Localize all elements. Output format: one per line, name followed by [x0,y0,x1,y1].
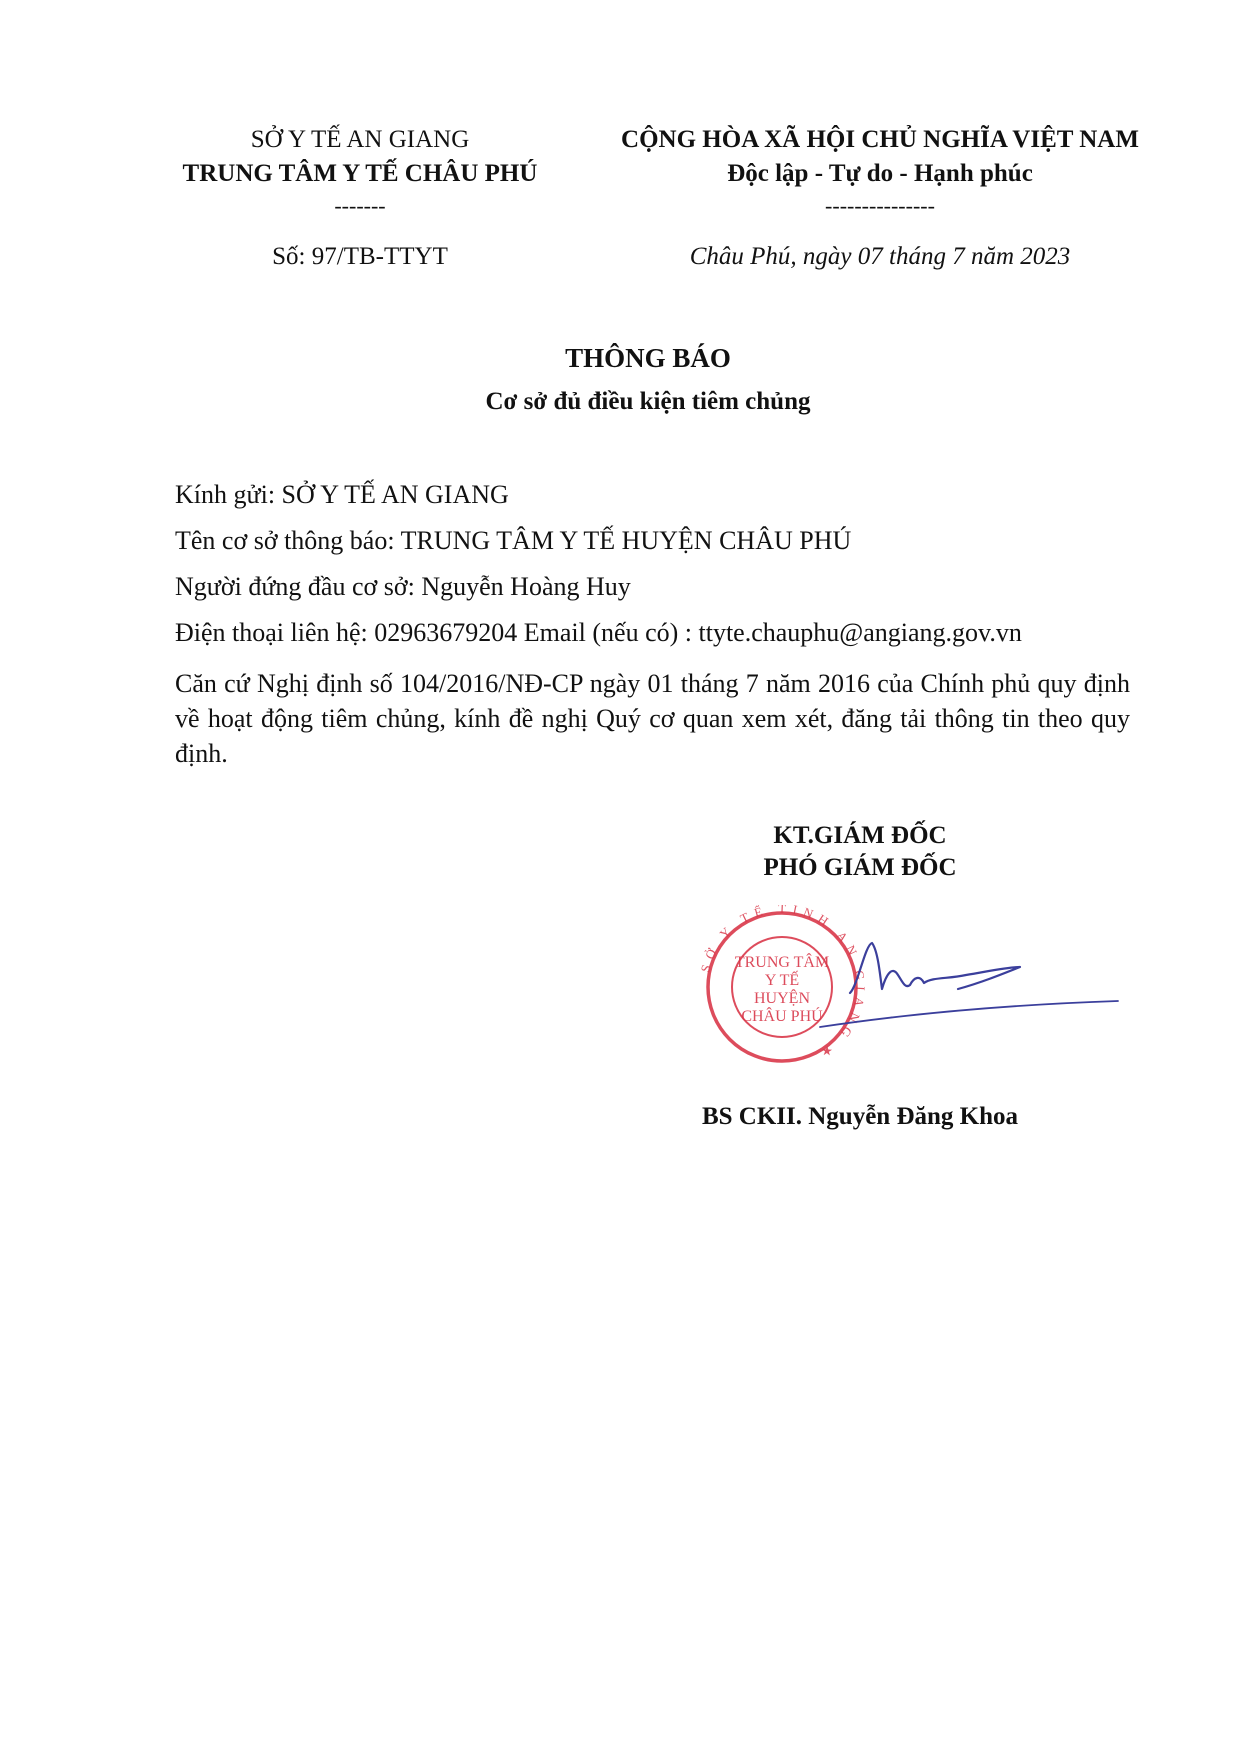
stamp-and-signature [700,905,1130,1075]
document-title: THÔNG BÁO [565,343,731,373]
organization-name: TRUNG TÂM Y TẾ CHÂU PHÚ [182,160,538,187]
signature-title-1: KT.GIÁM ĐỐC [773,822,947,849]
header-left-separator: ------- [334,193,386,218]
country-name: CỘNG HÒA XÃ HỘI CHỦ NGHĨA VIỆT NAM [621,126,1139,153]
department-name: SỞ Y TẾ AN GIANG [250,126,470,153]
signature-block [680,820,1040,884]
recipient-line: Kính gửi: SỞ Y TẾ AN GIANG [175,480,509,509]
place-date: Châu Phú, ngày 07 tháng 7 năm 2023 [689,243,1071,270]
document-body [175,472,1135,771]
body-paragraph: Căn cứ Nghị định số 104/2016/NĐ-CP ngày 01 tháng 7 năm 2016 của Chính phủ quy định về hoạt động tiêm chủng, kính đề nghị Quý cơ quan xem xét, đăng tải thông tin theo quy định. [175,669,1130,768]
svg-text:CHÂU PHÚ: CHÂU PHÚ [741,1008,823,1025]
header-right [585,123,1175,221]
header-left [150,123,570,221]
facility-line: Tên cơ sở thông báo: TRUNG TÂM Y TẾ HUYỆN CHÂU PHÚ [175,526,852,555]
document-subtitle: Cơ sở đủ điều kiện tiêm chủng [485,388,811,415]
contact-line: Điện thoại liên hệ: 02963679204 Email (nếu có) : ttyte.chauphu@angiang.gov.vn [175,618,1022,647]
signer-name: BS CKII. Nguyễn Đăng Khoa [701,1103,1019,1130]
national-motto: Độc lập - Tự do - Hạnh phúc [727,160,1033,187]
svg-text:SỞ Y TẾ TỈNH AN GIANG ★: Ở Y TẾ TỈNH AN GIANG ★ [701,905,869,1065]
head-of-facility-line: Người đứng đầu cơ sở: Nguyễn Hoàng Huy [175,572,631,601]
reference-number: Số: 97/TB-TTYT [272,243,448,270]
header-right-separator: --------------- [825,193,935,218]
official-stamp-icon [700,905,1130,1075]
svg-text:HUYỆN: HUYỆN [754,990,810,1007]
svg-text:Y TẾ: Y TẾ [764,972,800,989]
signature-title-2: PHÓ GIÁM ĐỐC [763,854,957,881]
svg-text:TRUNG TÂM: TRUNG TÂM [734,954,830,971]
